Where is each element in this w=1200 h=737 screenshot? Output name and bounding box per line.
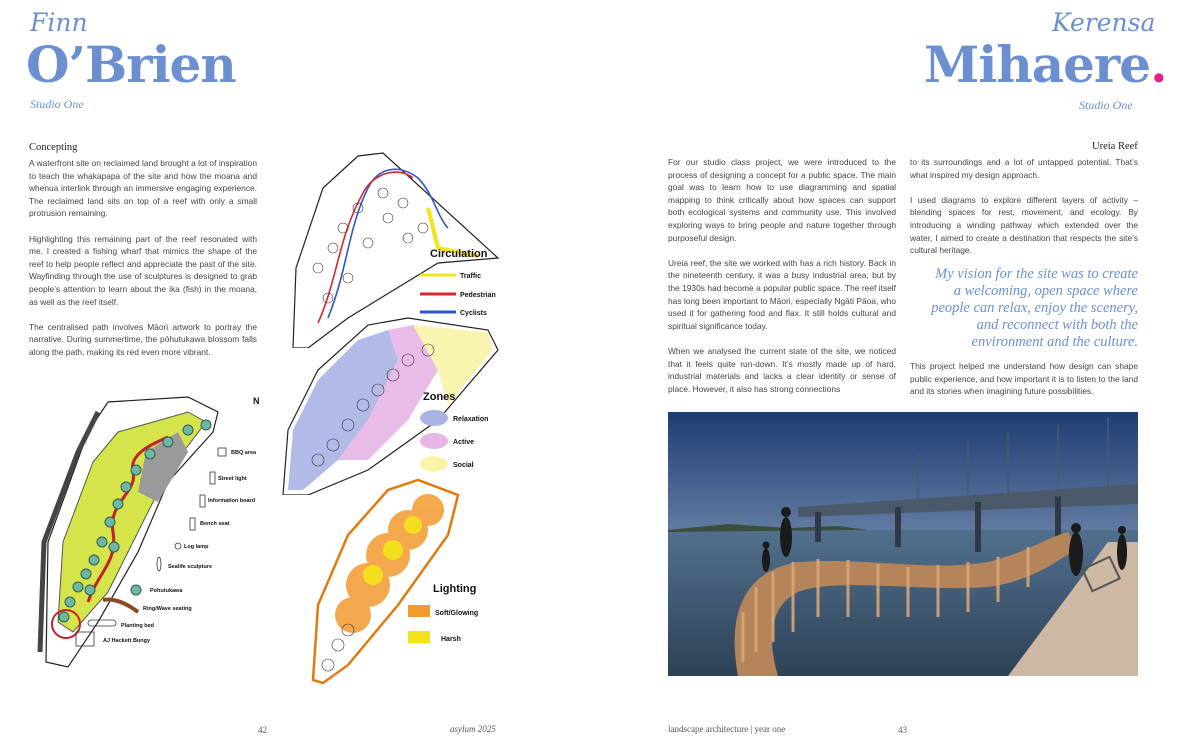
legend-bench-seat: Bench seat <box>200 521 230 527</box>
circulation-legend-cyclists: Cyclists <box>460 310 487 317</box>
right-author-last-name <box>924 35 1167 94</box>
lighting-legend-harsh: Harsh <box>441 636 461 643</box>
zones-diagram <box>278 310 508 495</box>
pull-quote: My vision for the site was to create a welcoming, open space where people can relax, enjoy the scenery, and reconnect with both the environment and the culture. <box>931 266 1138 350</box>
left-body-text <box>29 157 257 371</box>
right-column-2 <box>910 156 1138 269</box>
zones-legend-social: Social <box>453 462 474 469</box>
right-closing-paragraph: This project helped me understand how design can shape public experience, and how important it is to listen to the land and its stories when imagining future possibilities. <box>910 361 1138 397</box>
lighting-legend-soft-glowing: Soft/Glowing <box>435 610 479 617</box>
left-paragraph: The centralised path involves Māori artwork to portray the narrative. During summertime, the pōhutukawa blossom falls along the path, making its red even more vibrant. <box>29 321 257 357</box>
right-studio-label: Studio One <box>1079 98 1133 112</box>
circulation-legend-pedestrian: Pedestrian <box>460 292 496 299</box>
left-paragraph: A waterfront site on reclaimed land brought a lot of inspiration to teach the whakapapa of the site and how the moana and whenua interlink through an immersive engaging experience. The reclaimed land sits on top of a reef with only a small protrusion remaining. <box>29 158 257 219</box>
bridge-render-photo <box>668 412 1138 676</box>
legend-aj-hackett-bungy: AJ Hackett Bungy <box>103 638 151 644</box>
right-paragraph: When we analysed the current state of the site, we noticed that it feels quite run-down. It’s mostly made up of hard, industrial materials and lacks a clear identity or sense of place. However, it also has strong connections <box>668 345 896 394</box>
lighting-diagram <box>308 475 508 685</box>
footer-publication: asylum 2025 <box>450 724 496 734</box>
right-column-1 <box>668 156 896 408</box>
left-paragraph: Highlighting this remaining part of the reef resonated with me. I created a fishing wharf that mimics the shape of the reef to help people reflect and appreciate the past of the site. Wayfinding through the use of sculptures is designed to grab people’s attention to learn about the ika (fish) in the moana, as well as the reef itself. <box>29 233 257 307</box>
bridge-render-image <box>668 412 1138 676</box>
lighting-title: Lighting <box>433 583 477 595</box>
circulation-title: Circulation <box>430 248 488 260</box>
zones-title: Zones <box>423 391 456 403</box>
right-author-last-name-text: Mihaere <box>924 35 1151 94</box>
legend-information-board: Information board <box>208 498 256 504</box>
left-author-last-name: O’Brien <box>26 35 236 94</box>
left-section-heading: Concepting <box>29 142 78 153</box>
right-paragraph: Ureia reef, the site we worked with has a rich history. Back in the nineteenth century, it was a busy industrial area, but by the 1930s had become a popular public space. The reef itself has long been important to Māori, especially Ngāti Pāoa, who used it for gathering food and flax. It still holds cultural and spiritual significance today. <box>668 257 896 331</box>
legend-ring-wave-seating: Ring/Wave seating <box>143 606 192 612</box>
left-page-number: 42 <box>258 725 267 735</box>
footer-program: landscape architecture | year one <box>668 724 786 734</box>
legend-bbq-area: BBQ area <box>231 450 257 456</box>
legend-planting-bed: Planting bed <box>121 623 154 629</box>
right-author-first-name: Kerensa <box>1052 8 1156 37</box>
right-page-number: 43 <box>898 725 907 735</box>
site-plan-diagram <box>28 392 278 692</box>
right-paragraph: to its surroundings and a lot of untapped potential. That’s what inspired my design approach. <box>910 157 1138 180</box>
right-paragraph: I used diagrams to explore different layers of activity – blending spaces for rest, movement, and ecology. By introducing a winding pathway which extended over the water, I aimed to create a destination that respects the site’s cultural heritage. <box>910 194 1138 256</box>
zones-legend-active: Active <box>453 439 475 446</box>
legend-sealife-sculpture: Sealife sculpture <box>168 564 213 570</box>
north-arrow-label: N <box>253 396 260 406</box>
left-studio-label: Studio One <box>30 97 84 111</box>
zones-legend-relaxation: Relaxation <box>453 416 489 423</box>
right-section-heading: Ureia Reef <box>1092 141 1138 152</box>
legend-street-light: Street light <box>218 476 247 482</box>
legend-log-lamp: Log lamp <box>184 544 209 550</box>
left-author-first-name: Finn <box>30 8 88 37</box>
circulation-legend-traffic: Traffic <box>460 273 482 280</box>
right-paragraph: For our studio class project, we were introduced to the process of designing a concept for a public space. The main goal was to learn how to use diagramming and spatial mapping to think critically about how spaces can support both ecological systems and community use. This involved exploring ways to bring people and nature together through purposeful design. <box>668 157 896 243</box>
pink-dot: . <box>1150 35 1167 94</box>
legend-pohutukawa: Pohutukawa <box>150 588 183 594</box>
